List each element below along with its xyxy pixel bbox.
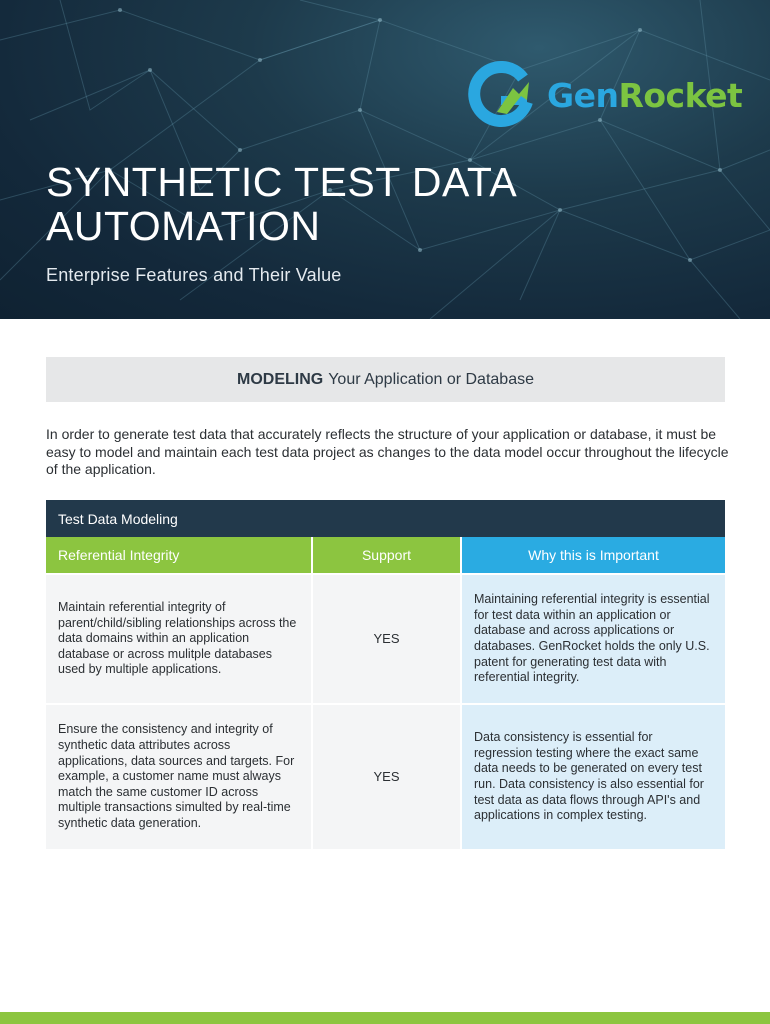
footer-accent-stripe xyxy=(0,1012,770,1024)
feature-cell: Maintain referential integrity of parent/child/sibling relationships across the data domains within an application database or across mulitple databases used by multiple applications. xyxy=(46,575,311,703)
header-referential-integrity: Referential Integrity xyxy=(46,537,311,573)
header-support: Support xyxy=(313,537,460,573)
table-title: Test Data Modeling xyxy=(46,500,725,537)
genrocket-logo-icon xyxy=(467,60,537,130)
section-heading-bold: MODELING xyxy=(237,370,324,388)
hero-banner xyxy=(0,0,770,319)
section-heading-rest: Your Application or Database xyxy=(328,370,534,388)
page-title-line-2: AUTOMATION xyxy=(46,203,321,249)
feature-cell: Ensure the consistency and integrity of synthetic data attributes across applications, data sources and targets. For example, a customer name must always match the same customer ID across multiple transactions simulted by real-time synthetic data generation. xyxy=(46,705,311,849)
page-subtitle: Enterprise Features and Their Value xyxy=(46,265,342,285)
header-why-important: Why this is Important xyxy=(462,537,725,573)
genrocket-logo xyxy=(467,60,742,130)
why-cell: Data consistency is essential for regression testing where the exact same data needs to be generated on every test run. Data consistency is also essential for test data as data flows through API's and applications in complex testing. xyxy=(462,705,725,849)
page-title xyxy=(46,160,646,248)
table-row xyxy=(46,705,725,849)
table-header-row xyxy=(46,537,725,573)
table-row xyxy=(46,575,725,703)
support-cell: YES xyxy=(313,705,460,849)
intro-paragraph: In order to generate test data that accurately reflects the structure of your application or database, it must be easy to model and maintain each test data project as changes to the data model occur throughout the lifecycle of the application. xyxy=(46,426,729,477)
why-cell: Maintaining referential integrity is essential for test data within an application or database and across applications or databases. GenRocket holds the only U.S. patent for generating test data with referential integrity. xyxy=(462,575,725,703)
page-title-line-1: SYNTHETIC TEST DATA xyxy=(46,159,518,205)
genrocket-wordmark: GenRocket xyxy=(547,75,743,115)
section-heading xyxy=(46,357,725,402)
features-table xyxy=(46,500,725,849)
support-cell: YES xyxy=(313,575,460,703)
